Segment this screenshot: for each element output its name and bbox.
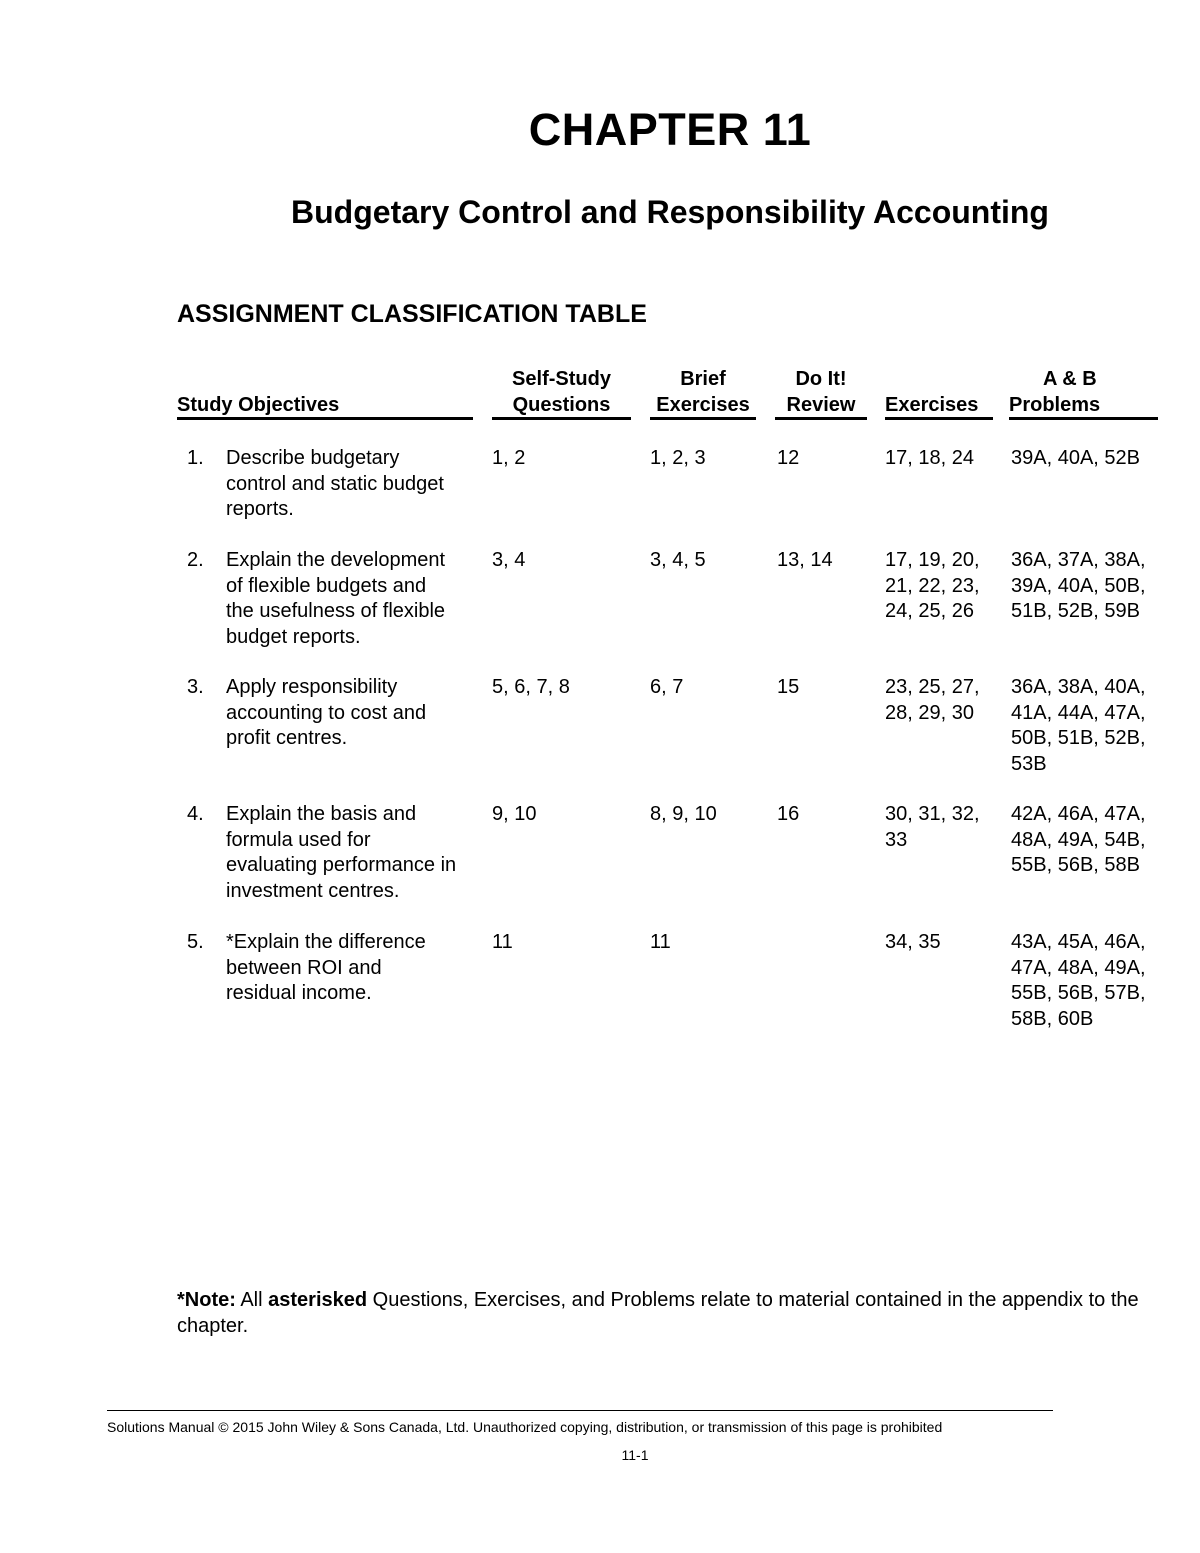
- brief-exercises: 6, 7: [650, 676, 684, 698]
- table-header: [0, 366, 1200, 422]
- self-study-questions: 5, 6, 7, 8: [492, 676, 570, 698]
- objective-text: *Explain the difference between ROI and residual income.: [226, 931, 426, 1004]
- objective-text: Explain the basis and formula used for evaluating performance in investment centres.: [226, 803, 457, 902]
- self-study-questions: 3, 4: [492, 549, 526, 571]
- objective-number: 1.: [187, 447, 204, 469]
- section-heading: ASSIGNMENT CLASSIFICATION TABLE: [177, 300, 647, 328]
- brief-exercises: 3, 4, 5: [650, 549, 706, 571]
- footer-divider: [107, 1410, 1053, 1411]
- header-do-it-line2: Review: [786, 394, 856, 416]
- note-text-2: Questions, Exercises, and Problems relate to material contained in the appendix to the chapter.: [177, 1289, 1139, 1337]
- objective-number: 3.: [187, 676, 204, 698]
- problems: 43A, 45A, 46A, 47A, 48A, 49A, 55B, 56B, 57B, 58B, 60B: [1011, 931, 1146, 1030]
- exercises: 23, 25, 27, 28, 29, 30: [885, 676, 980, 724]
- objective-text: Apply responsibility accounting to cost and profit centres.: [226, 676, 427, 749]
- exercises: 17, 18, 24: [885, 447, 974, 469]
- do-it-review: 16: [777, 803, 800, 825]
- do-it-review: 13, 14: [777, 549, 833, 571]
- do-it-review: 15: [777, 676, 800, 698]
- header-brief-exercises: [650, 366, 756, 420]
- note-bold-word: asterisked: [268, 1289, 368, 1311]
- note-prefix: *Note:: [177, 1289, 236, 1311]
- objective-text: Explain the development of flexible budgets and the usefulness of flexible budget reports.: [226, 549, 446, 648]
- brief-exercises: 1, 2, 3: [650, 447, 706, 469]
- note-text-1: All: [235, 1289, 269, 1311]
- problems: 39A, 40A, 52B: [1011, 447, 1140, 469]
- problems: 42A, 46A, 47A, 48A, 49A, 54B, 55B, 56B, 58B: [1011, 803, 1146, 876]
- objective-number: 2.: [187, 549, 204, 571]
- header-self-study-line1: Self-Study: [512, 368, 611, 390]
- header-brief-line1: Brief: [680, 368, 726, 390]
- self-study-questions: 9, 10: [492, 803, 537, 825]
- header-exercises: [885, 366, 993, 420]
- exercises: 17, 19, 20, 21, 22, 23, 24, 25, 26: [885, 549, 980, 622]
- self-study-questions: 1, 2: [492, 447, 526, 469]
- chapter-subtitle: Budgetary Control and Responsibility Accounting: [291, 194, 1049, 230]
- appendix-note: [177, 1287, 1177, 1339]
- problems: 36A, 38A, 40A, 41A, 44A, 47A, 50B, 51B, 52B, 53B: [1011, 676, 1146, 775]
- exercises: 34, 35: [885, 931, 941, 953]
- footer-copyright: Solutions Manual © 2015 John Wiley & Sons Canada, Ltd. Unauthorized copying, distribution, or transmission of this page is prohibited: [107, 1419, 943, 1435]
- problems: 36A, 37A, 38A, 39A, 40A, 50B, 51B, 52B, 59B: [1011, 549, 1146, 622]
- header-problems-line1: A & B: [1043, 368, 1097, 390]
- header-study-objectives-label: Study Objectives: [177, 394, 340, 416]
- header-study-objectives: [177, 366, 473, 420]
- brief-exercises: 8, 9, 10: [650, 803, 717, 825]
- chapter-title: CHAPTER 11: [528, 104, 812, 155]
- exercises: 30, 31, 32, 33: [885, 803, 980, 851]
- header-brief-line2: Exercises: [656, 394, 750, 416]
- objective-number: 4.: [187, 803, 204, 825]
- page-number: 11-1: [621, 1447, 649, 1463]
- header-self-study: [492, 366, 631, 420]
- do-it-review: 12: [777, 447, 800, 469]
- header-problems-line2: Problems: [1009, 394, 1101, 416]
- header-do-it-review: [775, 366, 867, 420]
- header-self-study-line2: Questions: [512, 394, 611, 416]
- header-problems: [1009, 366, 1158, 420]
- brief-exercises: 11: [650, 931, 671, 953]
- objective-number: 5.: [187, 931, 204, 953]
- header-do-it-line1: Do It!: [795, 368, 847, 390]
- header-exercises-label: Exercises: [885, 394, 979, 416]
- self-study-questions: 11: [492, 931, 513, 953]
- objective-text: Describe budgetary control and static budget reports.: [226, 447, 444, 520]
